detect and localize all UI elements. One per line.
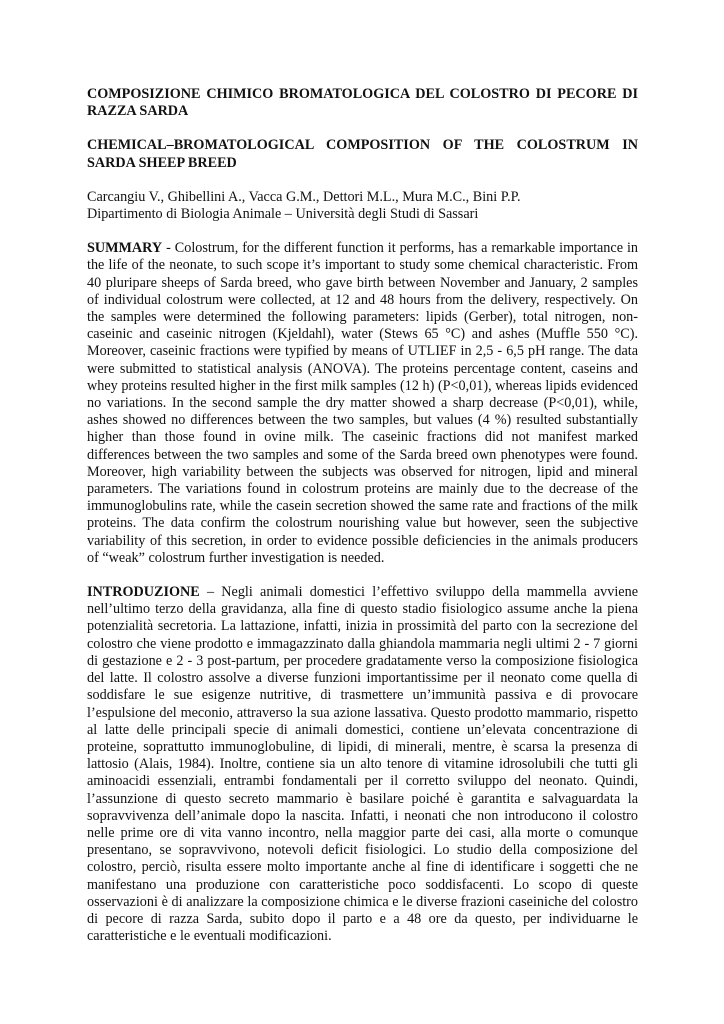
introduction-text: – Negli animali domestici l’effettivo sviluppo della mammella avviene nell’ultimo terzo della gravidanza, alla fine di questo stadio fisiologico assume anche la piena potenzialità secretoria. La lattazione, infatti, inizia in prossimità del parto con la secrezione del colostro che viene prodotto e immagazzinato dalla ghiandola mammaria negli ultimi 2 - 7 giorni di gestazione e 2 - 3 post-partum, per procedere gradatamente verso la composizione fisiologica del latte. Il colostro assolve a diverse funzioni importantissime per il neonato come quella di soddisfare le sue esigenze nutritive, di trasmettere un’immunità passiva e di provocare l’espulsione del meconio, attraverso la sua azione lassativa. Questo prodotto mammario, rispetto al latte delle principali specie di animali domestici, contiene un’elevata concentrazione di proteine, soprattutto immunoglobuline, di lipidi, di minerali, mentre, è scarsa la presenza di lattosio (Alais, 1984). Inoltre, contiene sia un alto tenore di vitamine idrosolubili che tutti gli aminoacidi essenziali, entrambi fondamentali per il corretto sviluppo del neonato. Quindi, l’assunzione di questo secreto mammario è basilare poiché è garantita e salvaguardata la sopravvivenza dell’animale dopo la nascita. Infatti, i neonati che non introducono il colostro nelle prime ore di vita vanno incontro, nella maggior parte dei casi, alla morte o comunque presentano, se sopravvivono, notevoli deficit fisiologici. Lo studio della composizione del colostro, perciò, risulta essere molto importante anche al fine di identificare i soggetti che ne manifestano una produzione con caratteristiche poco soddisfacenti. Lo scopo di queste osservazioni è di analizzare la composizione chimica e le diverse frazioni caseiniche del colostro di pecore di razza Sarda, subito dopo il parto e a 48 ore da questo, per individuarne le caratteristiche e le eventuali modificazioni. (87, 584, 638, 945)
authors-line: Carcangiu V., Ghibellini A., Vacca G.M., Dettori M.L., Mura M.C., Bini P.P. (87, 188, 521, 205)
affiliation-line: Dipartimento di Biologia Animale – Università degli Studi di Sassari (87, 206, 479, 223)
summary-text: - Colostrum, for the different function it performs, has a remarkable importance in the life of the neonate, to such scope it’s important to study some chemical characteristic. From 40 pluripare sheeps of Sarda breed, who gave birth between November and January, 2 samples of individual colostrum were collected, at 12 and 48 hours from the delivery, respectively. On the samples were determined the following parameters: lipids (Gerber), total nitrogen, non-caseinic and caseinic nitrogen (Kjeldahl), water (Stews 65 °C) and ashes (Muffle 550 °C). Moreover, caseinic fractions were typified by means of UTLIEF in 2,5 - 6,5 pH range. The data were submitted to statistical analysis (ANOVA). The proteins percentage content, caseins and whey proteins resulted higher in the first milk samples (12 h) (P<0,01), whereas lipids evidenced no variations. In the second sample the dry matter showed a sharp decrease (P<0,01), while, ashes showed no differences between the two samples, but values (4 %) resulted substantially higher than those found in ovine milk. The caseinic fractions did not manifest marked differences between the two samples and some of the Sarda breed own phenotypes were found. Moreover, high variability between the subjects was observed for nitrogen, lipid and mineral parameters. The variations found in colostrum proteins are mainly due to the decrease of the immunoglobulins rate, while the casein secretion showed the same rate and fractions of the milk proteins. The data confirm the colostrum nourishing value but however, seen the subjective variability of this secretion, in order to evidence possible deficiencies in the animals producers of “weak” colostrum further investigation is needed. (87, 240, 638, 566)
title-english: CHEMICAL–BROMATOLOGICAL COMPOSITION OF THE COLOSTRUM IN SARDA SHEEP BREED (87, 137, 638, 171)
author-block (87, 189, 638, 223)
introduction-heading: INTRODUZIONE (87, 584, 200, 601)
introduction-paragraph (87, 584, 638, 945)
summary-paragraph (87, 240, 638, 567)
summary-heading: SUMMARY (87, 240, 163, 257)
paper-page (87, 86, 638, 945)
title-italian: COMPOSIZIONE CHIMICO BROMATOLOGICA DEL COLOSTRO DI PECORE DI RAZZA SARDA (87, 86, 638, 120)
